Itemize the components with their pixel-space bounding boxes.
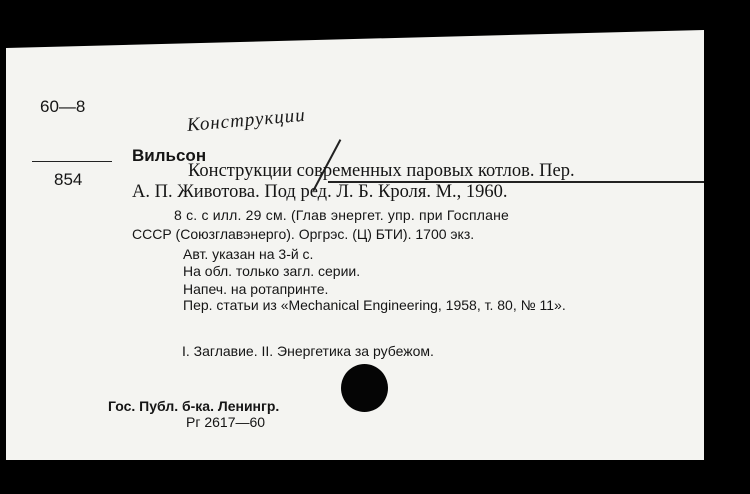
call-number-divider — [32, 161, 112, 162]
library-code: Рг 2617—60 — [186, 414, 266, 430]
handwritten-note: Конструкции — [186, 104, 307, 137]
author-heading: Вильсон — [132, 146, 207, 165]
physical-description-line-2: СССР (Союзглавэнерго). Оргрэс. (Ц) БТИ). 1700 экз. — [132, 226, 475, 242]
note-line: Авт. указан на 3-й с. — [183, 246, 314, 262]
note-line: Пер. статьи из «Mechanical Engineering, 1958, т. 80, № 11». — [183, 297, 566, 313]
call-number-top: 60—8 — [40, 97, 86, 116]
tracings: I. Заглавие. II. Энергетика за рубежом. — [182, 343, 434, 359]
note-line: Напеч. на ротапринте. — [183, 281, 329, 297]
punched-hole — [341, 364, 388, 412]
note-line: На обл. только загл. серии. — [183, 263, 361, 279]
library-stamp: Гос. Публ. б-ка. Ленингр. — [108, 398, 280, 414]
physical-description-line-1: 8 с. с илл. 29 см. (Глав энергет. упр. при Госплане — [174, 207, 510, 223]
title-line-2: А. П. Животова. Под ред. Л. Б. Кроля. М., 1960. — [132, 182, 508, 202]
title-line-1: Конструкции современных паровых котлов. Пер. — [188, 161, 575, 181]
call-number-bottom: 854 — [54, 170, 83, 189]
